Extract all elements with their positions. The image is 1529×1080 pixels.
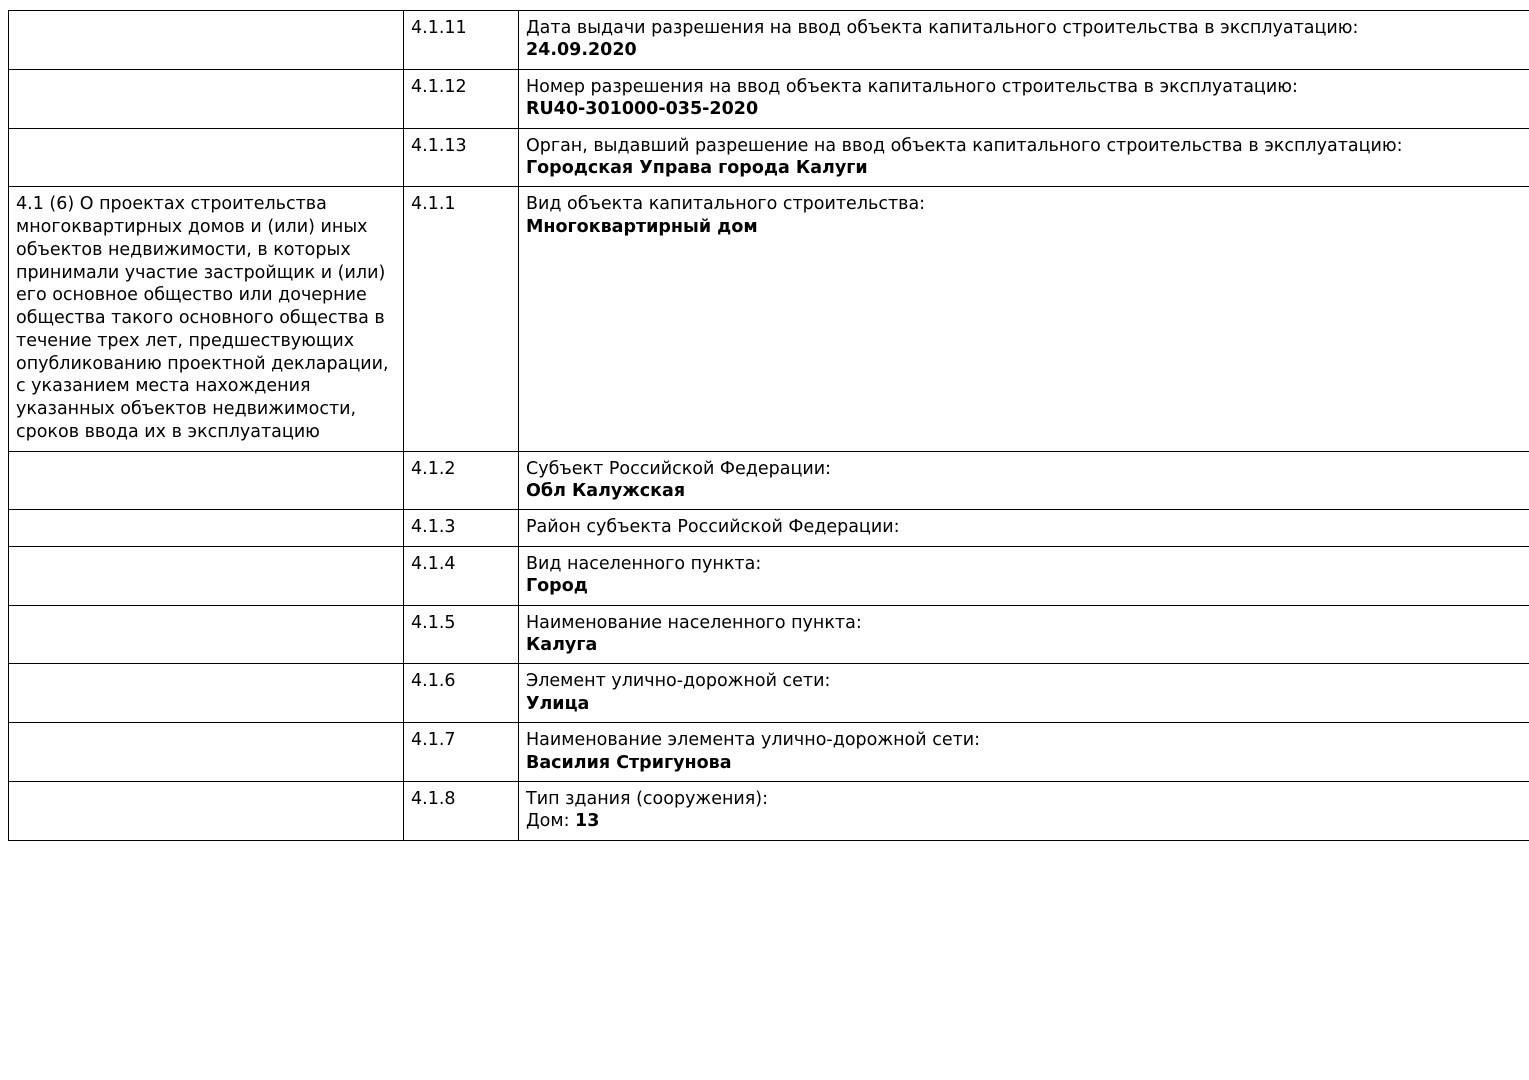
clause-number: 4.1.1 bbox=[411, 194, 456, 215]
value-cell bbox=[519, 546, 1529, 605]
clause-number-cell bbox=[404, 451, 519, 510]
field-value: Многоквартирный дом bbox=[526, 216, 758, 237]
table-row bbox=[9, 11, 1529, 70]
clause-number-cell bbox=[404, 605, 519, 664]
category-cell bbox=[9, 546, 404, 605]
value-cell bbox=[519, 128, 1529, 187]
field-label: Район субъекта Российской Федерации: bbox=[526, 517, 900, 538]
field-value: 13 bbox=[575, 811, 600, 832]
value-cell bbox=[519, 664, 1529, 723]
value-cell bbox=[519, 605, 1529, 664]
category-cell bbox=[9, 11, 404, 70]
field-value-prefix: Дом: bbox=[526, 811, 576, 832]
category-cell bbox=[9, 723, 404, 782]
field-label: Субъект Российской Федерации: bbox=[526, 458, 831, 479]
field-value: Василия Стригунова bbox=[526, 752, 732, 773]
clause-number: 4.1.8 bbox=[411, 788, 456, 809]
table-row bbox=[9, 451, 1529, 510]
category-cell bbox=[9, 451, 404, 510]
clause-number: 4.1.3 bbox=[411, 517, 456, 538]
clause-number-cell bbox=[404, 128, 519, 187]
clause-number-cell bbox=[404, 664, 519, 723]
field-label: Тип здания (сооружения): bbox=[526, 788, 769, 809]
value-cell bbox=[519, 11, 1529, 70]
clause-number: 4.1.12 bbox=[411, 76, 467, 97]
field-value: Город bbox=[526, 576, 588, 597]
value-cell bbox=[519, 781, 1529, 840]
value-cell bbox=[519, 451, 1529, 510]
field-value: Улица bbox=[526, 693, 590, 714]
table-body bbox=[9, 11, 1529, 841]
table-row bbox=[9, 187, 1529, 451]
table-row bbox=[9, 510, 1529, 546]
clause-number: 4.1.5 bbox=[411, 612, 456, 633]
clause-number-cell bbox=[404, 510, 519, 546]
category-cell bbox=[9, 69, 404, 128]
category-cell bbox=[9, 781, 404, 840]
field-label: Номер разрешения на ввод объекта капитального строительства в эксплуатацию: bbox=[526, 76, 1298, 97]
table-row bbox=[9, 664, 1529, 723]
clause-number: 4.1.2 bbox=[411, 458, 456, 479]
category-cell bbox=[9, 510, 404, 546]
clause-number-cell bbox=[404, 723, 519, 782]
clause-number-cell bbox=[404, 781, 519, 840]
value-cell bbox=[519, 510, 1529, 546]
clause-number: 4.1.7 bbox=[411, 730, 456, 751]
field-value: RU40-301000-035-2020 bbox=[526, 99, 759, 120]
field-value: Калуга bbox=[526, 634, 598, 655]
category-cell bbox=[9, 664, 404, 723]
field-value: Обл Калужская bbox=[526, 480, 686, 501]
clause-number-cell bbox=[404, 11, 519, 70]
clause-number-cell bbox=[404, 187, 519, 451]
clause-number: 4.1.4 bbox=[411, 553, 456, 574]
field-label: Наименование населенного пункта: bbox=[526, 612, 862, 633]
table-row bbox=[9, 128, 1529, 187]
field-value-line bbox=[526, 811, 599, 831]
field-label: Дата выдачи разрешения на ввод объекта капитального строительства в эксплуатацию: bbox=[526, 18, 1359, 38]
field-label: Вид населенного пункта: bbox=[526, 553, 762, 574]
clause-number: 4.1.11 bbox=[411, 18, 467, 38]
category-cell bbox=[9, 128, 404, 187]
field-value: Городская Управа города Калуги bbox=[526, 157, 868, 178]
table-row bbox=[9, 781, 1529, 840]
field-label: Наименование элемента улично-дорожной сети: bbox=[526, 730, 981, 751]
category-text: 4.1 (6) О проектах строительства многоквартирных домов и (или) иных объектов недвижимости, в которых принимали участие застройщик и (или) его основное общество или дочерние общества такого основного общества в течение трех лет, предшествующих опубликованию проектной декларации, с указанием места нахождения указанных объектов недвижимости, сроков ввода их в эксплуатацию bbox=[16, 194, 389, 442]
field-label: Вид объекта капитального строительства: bbox=[526, 194, 926, 215]
table-row bbox=[9, 546, 1529, 605]
value-cell bbox=[519, 187, 1529, 451]
field-label: Орган, выдавший разрешение на ввод объекта капитального строительства в эксплуатацию: bbox=[526, 135, 1403, 156]
clause-number-cell bbox=[404, 546, 519, 605]
declaration-table bbox=[8, 10, 1529, 841]
field-value: 24.09.2020 bbox=[526, 40, 637, 61]
table-row bbox=[9, 605, 1529, 664]
clause-number: 4.1.6 bbox=[411, 671, 456, 692]
clause-number-cell bbox=[404, 69, 519, 128]
category-cell bbox=[9, 187, 404, 451]
category-cell bbox=[9, 605, 404, 664]
table-row bbox=[9, 723, 1529, 782]
value-cell bbox=[519, 723, 1529, 782]
clause-number: 4.1.13 bbox=[411, 135, 467, 156]
table-row bbox=[9, 69, 1529, 128]
value-cell bbox=[519, 69, 1529, 128]
field-label: Элемент улично-дорожной сети: bbox=[526, 671, 831, 692]
